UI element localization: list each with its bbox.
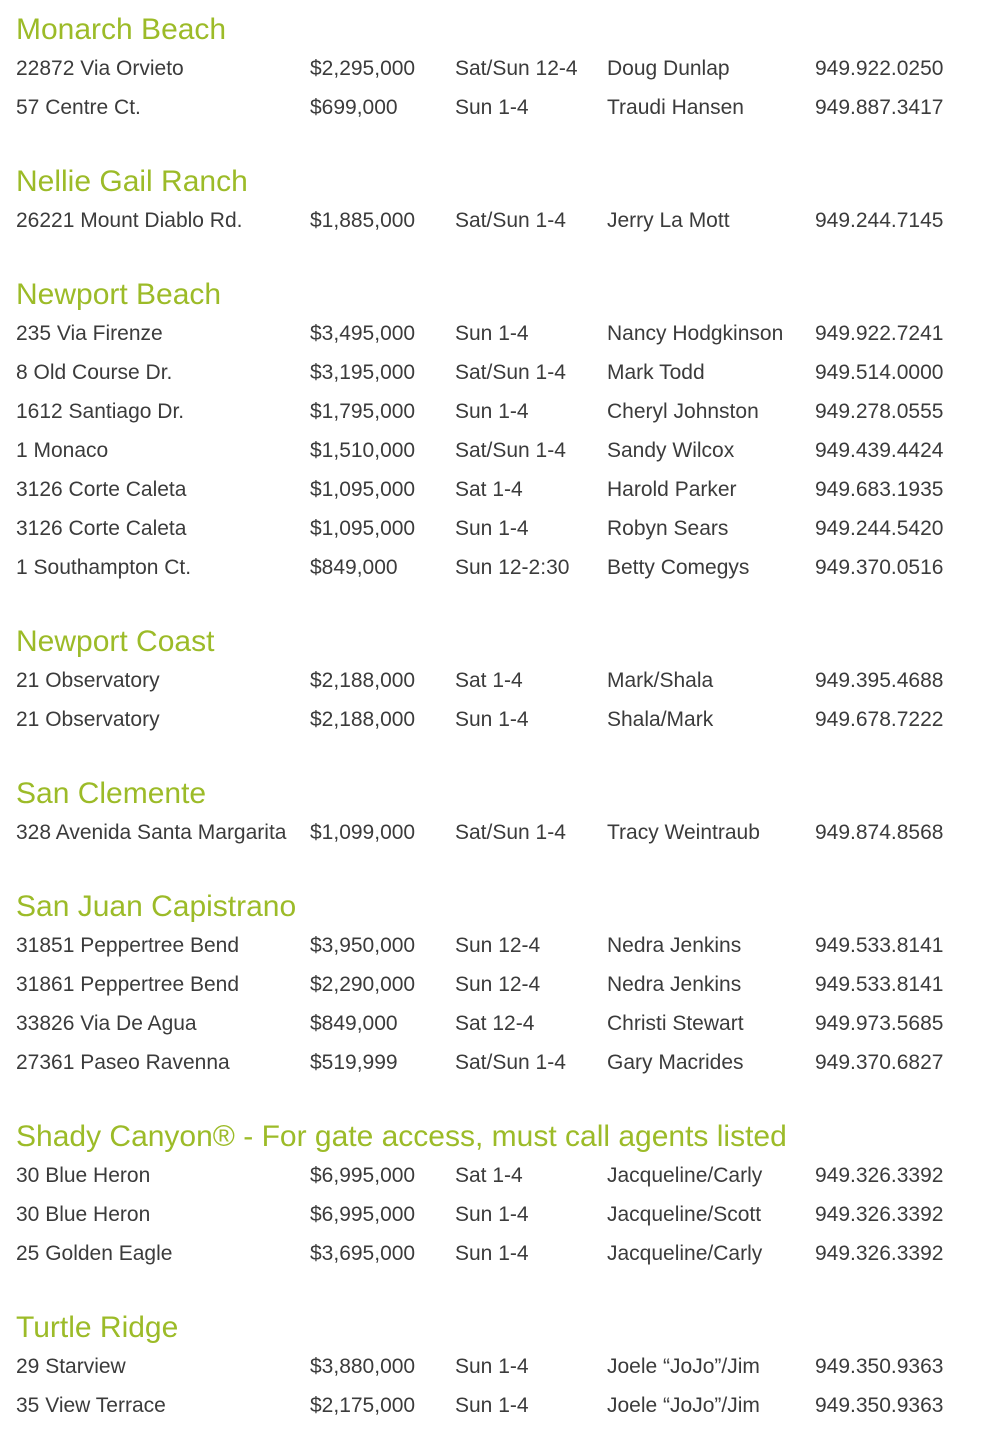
listing-time: Sun 1-4	[455, 400, 529, 423]
listing-row	[16, 201, 982, 240]
listing-price: $3,495,000	[310, 322, 416, 345]
listing-row	[16, 353, 982, 392]
listing-time: Sat 1-4	[455, 478, 523, 501]
listing-address: 35 View Terrace	[16, 1394, 166, 1417]
listing-address: 30 Blue Heron	[16, 1164, 151, 1187]
listing-price: $3,695,000	[310, 1242, 416, 1265]
listing-price: $849,000	[310, 1012, 398, 1035]
listing-price: $1,885,000	[310, 209, 416, 232]
neighborhood-title: Turtle Ridge	[16, 1311, 179, 1344]
listing-phone: 949.326.3392	[815, 1203, 944, 1226]
listing-agent: Doug Dunlap	[607, 57, 730, 80]
listing-time: Sat/Sun 1-4	[455, 1051, 566, 1074]
listing-address: 27361 Paseo Ravenna	[16, 1051, 230, 1074]
listing-address: 31861 Peppertree Bend	[16, 973, 240, 996]
neighborhood-title: Shady Canyon® - For gate access, must call agents listed	[16, 1120, 787, 1153]
listing-row	[16, 965, 982, 1004]
listing-agent: Jacqueline/Carly	[607, 1242, 763, 1265]
listing-agent: Cheryl Johnston	[607, 400, 759, 423]
listing-row	[16, 1195, 982, 1234]
listing-agent: Sandy Wilcox	[607, 439, 735, 462]
listing-agent: Mark/Shala	[607, 669, 714, 692]
listing-phone: 949.370.6827	[815, 1051, 944, 1074]
listing-address: 3126 Corte Caleta	[16, 517, 187, 540]
listing-phone: 949.395.4688	[815, 669, 944, 692]
listing-address: 21 Observatory	[16, 708, 160, 731]
listing-time: Sun 1-4	[455, 1355, 529, 1378]
listing-row	[16, 431, 982, 470]
listing-phone: 949.350.9363	[815, 1355, 944, 1378]
listing-address: 33826 Via De Agua	[16, 1012, 197, 1035]
listing-time: Sun 12-4	[455, 973, 541, 996]
listing-agent: Joele “JoJo”/Jim	[607, 1355, 760, 1378]
listing-phone: 949.683.1935	[815, 478, 944, 501]
listing-agent: Mark Todd	[607, 361, 705, 384]
listing-address: 3126 Corte Caleta	[16, 478, 187, 501]
neighborhood-title: Newport Coast	[16, 625, 215, 658]
listing-price: $2,188,000	[310, 708, 416, 731]
listing-time: Sun 1-4	[455, 1242, 529, 1265]
listing-phone: 949.370.0516	[815, 556, 944, 579]
listing-price: $6,995,000	[310, 1164, 416, 1187]
listing-time: Sat/Sun 1-4	[455, 439, 566, 462]
listing-row	[16, 1234, 982, 1273]
listing-address: 21 Observatory	[16, 669, 160, 692]
listing-time: Sun 1-4	[455, 517, 529, 540]
listing-row	[16, 700, 982, 739]
listing-phone: 949.244.7145	[815, 209, 944, 232]
listing-price: $3,195,000	[310, 361, 416, 384]
listing-row	[16, 1347, 982, 1386]
neighborhood-section	[16, 279, 982, 587]
neighborhood-section	[16, 1312, 982, 1425]
listing-price: $1,795,000	[310, 400, 416, 423]
listing-price: $1,510,000	[310, 439, 416, 462]
listing-phone: 949.244.5420	[815, 517, 944, 540]
listing-time: Sat 1-4	[455, 1164, 523, 1187]
listing-price: $2,175,000	[310, 1394, 416, 1417]
listing-price: $2,295,000	[310, 57, 416, 80]
neighborhood-title: Newport Beach	[16, 278, 222, 311]
listing-agent: Harold Parker	[607, 478, 737, 501]
listing-price: $3,950,000	[310, 934, 416, 957]
listing-time: Sun 1-4	[455, 96, 529, 119]
listing-row	[16, 314, 982, 353]
listing-phone: 949.922.0250	[815, 57, 944, 80]
listing-row	[16, 392, 982, 431]
listing-row	[16, 661, 982, 700]
listing-agent: Traudi Hansen	[607, 96, 744, 119]
listing-agent: Nancy Hodgkinson	[607, 322, 784, 345]
listing-row	[16, 470, 982, 509]
listing-price: $2,188,000	[310, 669, 416, 692]
listing-time: Sat/Sun 1-4	[455, 821, 566, 844]
neighborhood-section	[16, 626, 982, 739]
listing-row	[16, 1004, 982, 1043]
listing-time: Sun 12-2:30	[455, 556, 570, 579]
neighborhood-title: Monarch Beach	[16, 13, 227, 46]
listing-phone: 949.439.4424	[815, 439, 944, 462]
listing-address: 1 Southampton Ct.	[16, 556, 192, 579]
listing-address: 1612 Santiago Dr.	[16, 400, 185, 423]
listing-time: Sun 1-4	[455, 1203, 529, 1226]
listing-price: $1,099,000	[310, 821, 416, 844]
neighborhood-title: San Clemente	[16, 777, 207, 810]
listing-agent: Joele “JoJo”/Jim	[607, 1394, 760, 1417]
listing-time: Sun 1-4	[455, 322, 529, 345]
listing-agent: Shala/Mark	[607, 708, 714, 731]
listing-agent: Robyn Sears	[607, 517, 729, 540]
listing-price: $849,000	[310, 556, 398, 579]
listing-address: 25 Golden Eagle	[16, 1242, 173, 1265]
neighborhood-section	[16, 166, 982, 240]
listing-agent: Jacqueline/Carly	[607, 1164, 763, 1187]
listing-phone: 949.533.8141	[815, 973, 944, 996]
listing-address: 31851 Peppertree Bend	[16, 934, 240, 957]
listing-time: Sat 12-4	[455, 1012, 535, 1035]
listing-time: Sun 1-4	[455, 708, 529, 731]
listing-price: $2,290,000	[310, 973, 416, 996]
listing-agent: Jacqueline/Scott	[607, 1203, 762, 1226]
listing-phone: 949.922.7241	[815, 322, 944, 345]
listing-time: Sat 1-4	[455, 669, 523, 692]
listing-time: Sun 12-4	[455, 934, 541, 957]
listing-time: Sat/Sun 1-4	[455, 361, 566, 384]
listing-time: Sun 1-4	[455, 1394, 529, 1417]
listing-price: $3,880,000	[310, 1355, 416, 1378]
listing-agent: Gary Macrides	[607, 1051, 744, 1074]
listing-address: 57 Centre Ct.	[16, 96, 141, 119]
listing-address: 8 Old Course Dr.	[16, 361, 173, 384]
listing-phone: 949.874.8568	[815, 821, 944, 844]
neighborhood-section	[16, 891, 982, 1082]
listing-row	[16, 1043, 982, 1082]
listing-phone: 949.278.0555	[815, 400, 944, 423]
listing-time: Sat/Sun 12-4	[455, 57, 578, 80]
listing-address: 1 Monaco	[16, 439, 109, 462]
listing-price: $699,000	[310, 96, 398, 119]
listing-address: 328 Avenida Santa Margarita	[16, 821, 287, 844]
listing-price: $6,995,000	[310, 1203, 416, 1226]
listing-agent: Nedra Jenkins	[607, 973, 742, 996]
listing-address: 29 Starview	[16, 1355, 126, 1378]
listing-price: $1,095,000	[310, 478, 416, 501]
neighborhood-title: San Juan Capistrano	[16, 890, 297, 923]
listing-agent: Betty Comegys	[607, 556, 750, 579]
listing-row	[16, 49, 982, 88]
listing-phone: 949.350.9363	[815, 1394, 944, 1417]
listing-phone: 949.973.5685	[815, 1012, 944, 1035]
listing-price: $519,999	[310, 1051, 398, 1074]
listing-agent: Nedra Jenkins	[607, 934, 742, 957]
listing-phone: 949.326.3392	[815, 1242, 944, 1265]
neighborhood-section	[16, 1121, 982, 1273]
listing-row	[16, 548, 982, 587]
listing-agent: Tracy Weintraub	[607, 821, 760, 844]
listing-address: 26221 Mount Diablo Rd.	[16, 209, 243, 232]
listing-row	[16, 813, 982, 852]
listing-phone: 949.326.3392	[815, 1164, 944, 1187]
listing-phone: 949.514.0000	[815, 361, 944, 384]
listing-time: Sat/Sun 1-4	[455, 209, 566, 232]
listing-price: $1,095,000	[310, 517, 416, 540]
neighborhood-section	[16, 778, 982, 852]
listing-row	[16, 1156, 982, 1195]
neighborhood-title: Nellie Gail Ranch	[16, 165, 248, 198]
listing-address: 22872 Via Orvieto	[16, 57, 184, 80]
listing-row	[16, 88, 982, 127]
listing-phone: 949.533.8141	[815, 934, 944, 957]
listing-agent: Christi Stewart	[607, 1012, 744, 1035]
listing-agent: Jerry La Mott	[607, 209, 730, 232]
listing-address: 235 Via Firenze	[16, 322, 163, 345]
listing-row	[16, 1386, 982, 1425]
listing-row	[16, 509, 982, 548]
neighborhood-section	[16, 14, 982, 127]
listing-address: 30 Blue Heron	[16, 1203, 151, 1226]
listing-row	[16, 926, 982, 965]
listing-phone: 949.678.7222	[815, 708, 944, 731]
listing-phone: 949.887.3417	[815, 96, 944, 119]
